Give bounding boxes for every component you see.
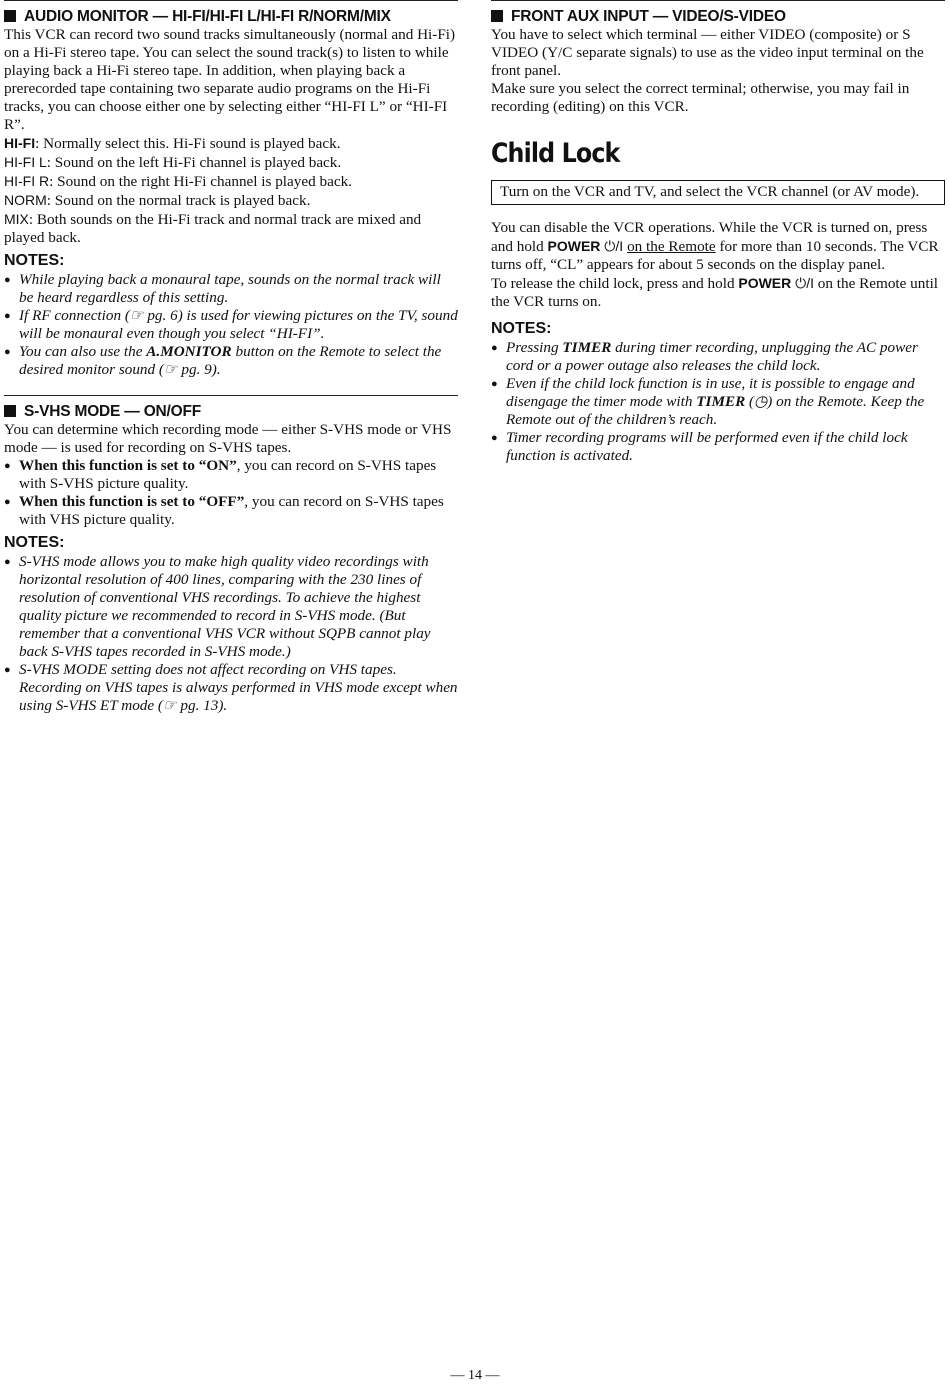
note-item: ● S-VHS MODE setting does not affect recording on VHS tapes. Recording on VHS tapes is always performed in VHS mode except when using S-VHS ET mode (☞ pg. 13). [4,661,458,715]
note-item: ● While playing back a monaural tape, sounds on the normal track will be heard regardless of this setting. [4,271,458,307]
svhs-mode-options [4,457,458,529]
right-column [491,0,945,465]
option-hifi: HI-FI: Normally select this. Hi-Fi sound is played back. [4,135,341,152]
page-number: — 14 — [450,1368,500,1383]
notes-heading: NOTES: [4,534,65,551]
audio-monitor-heading: AUDIO MONITOR — HI-FI/HI-FI L/HI-FI R/NORM/MIX [4,0,458,26]
svhs-on-option: ● When this function is set to “ON”, you can record on S-VHS tapes with S-VHS picture quality. [4,457,458,493]
audio-monitor-intro: This VCR can record two sound tracks simultaneously (normal and Hi-Fi) on a Hi-Fi stereo tape. You can select the sound track(s) to listen to while playing back a Hi-Fi stereo tape. In addition, when playing back a prerecorded tape containing two separate audio programs on the Hi-Fi tracks, you can choose either one by selecting either “HI-FI L” or “HI-FI R”. [4,26,456,133]
svhs-off-option: ● When this function is set to “OFF”, you can record on S-VHS tapes with VHS picture quality. [4,493,458,529]
svhs-mode-heading: S-VHS MODE — ON/OFF [4,395,458,421]
front-aux-para-2: Make sure you select the correct terminal; otherwise, you may fail in recording (editing) on this VCR. [491,80,910,115]
front-aux-heading: FRONT AUX INPUT — VIDEO/S-VIDEO [491,0,945,26]
left-column [4,0,458,715]
note-item: ● Timer recording programs will be performed even if the child lock function is activated. [491,429,945,465]
option-norm: NORM: Sound on the normal track is played back. [4,192,311,209]
audio-monitor-notes [4,271,458,379]
power-icon: ⏻/I [791,275,814,291]
child-lock-title: Child Lock [491,138,620,169]
audio-monitor-section [4,0,458,379]
square-bullet-icon [491,10,503,22]
note-item: ● You can also use the A.MONITOR button on the Remote to select the desired monitor sound (☞ pg. 9). [4,343,458,379]
note-item: ● If RF connection (☞ pg. 6) is used for viewing pictures on the TV, sound will be monaural even though you select “HI-FI”. [4,307,458,343]
svhs-mode-notes [4,553,458,715]
child-lock-section [491,138,945,465]
option-mix: MIX: Both sounds on the Hi-Fi track and normal track are mixed and played back. [4,211,422,246]
notes-heading: NOTES: [4,252,65,269]
square-bullet-icon [4,405,16,417]
power-icon: ⏻/I [600,238,628,254]
svhs-mode-section [4,395,458,715]
option-hifi-l: HI-FI L: Sound on the left Hi-Fi channel is played back. [4,154,342,171]
option-hifi-r: HI-FI R: Sound on the right Hi-Fi channel is played back. [4,173,352,190]
front-aux-section [491,0,945,116]
svhs-mode-intro: You can determine which recording mode — either S-VHS mode or VHS mode — is used for recording on S-VHS tapes. [4,421,452,456]
note-item: ● Pressing TIMER during timer recording, unplugging the AC power cord or a power outage also releases the child lock. [491,339,945,375]
child-lock-para-2: To release the child lock, press and hold POWER ⏻/I on the Remote until the VCR turns on. [491,275,939,310]
square-bullet-icon [4,10,16,22]
child-lock-para-1: You can disable the VCR operations. While the VCR is turned on, press and hold POWER ⏻/I on the Remote for more than 10 seconds. The VCR turns off, “CL” appears for about 5 seconds on the display panel. [491,219,939,273]
note-item: ● Even if the child lock function is in use, it is possible to engage and disengage the timer mode with TIMER (◷) on the Remote. Keep the Remote out of the children’s reach. [491,375,945,429]
front-aux-para-1: You have to select which terminal — either VIDEO (composite) or S VIDEO (Y/C separate signals) to use as the video input terminal on the front panel. [491,26,924,79]
child-lock-notes [491,339,945,465]
child-lock-precondition-box: Turn on the VCR and TV, and select the VCR channel (or AV mode). [491,180,945,205]
note-item: ● S-VHS mode allows you to make high quality video recordings with horizontal resolution of 400 lines, comparing with the 230 lines of resolution of conventional VHS recordings. To achieve the highest quality picture we recommended to record in S-VHS mode. (But remember that a conventional VHS VCR without SQPB cannot play back S-VHS tapes recorded in S-VHS mode.) [4,553,458,661]
notes-heading: NOTES: [491,320,552,337]
